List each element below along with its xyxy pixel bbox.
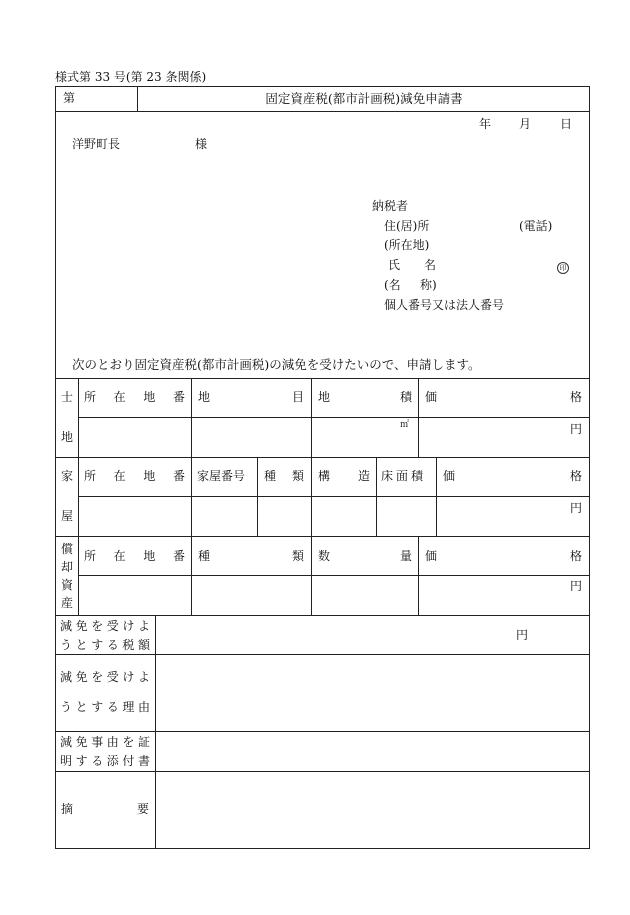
house-header-location: 所 在 地 番 [84, 469, 185, 483]
land-price-input[interactable] [419, 418, 589, 457]
date-year: 年 [479, 117, 492, 131]
house-header-price: 価 格 [443, 469, 582, 483]
house-structure-input[interactable] [312, 497, 376, 536]
taxpayer-title-label-1: (名 [384, 278, 401, 292]
land-header-price: 価 格 [425, 390, 582, 404]
form-title: 固定資産税(都市計画税)減免申請書 [265, 91, 463, 106]
house-number-input[interactable] [192, 497, 257, 536]
application-statement: 次のとおり固定資産税(都市計画税)の減免を受けたいので、申請します。 [72, 357, 481, 372]
taxpayer-name-label-2: 名 [424, 258, 437, 272]
reduction-amount-unit: 円 [516, 628, 529, 642]
depreciable-header-type: 種 類 [198, 549, 304, 563]
depreciable-quantity-input[interactable] [312, 576, 418, 615]
taxpayer-location-label: (所在地) [384, 238, 430, 252]
house-header-structure: 構 造 [318, 469, 370, 483]
depreciable-side-label-1: 償 [61, 542, 74, 556]
taxpayer-title-label-2: 称) [420, 278, 437, 292]
land-header-location: 所 在 地 番 [84, 390, 185, 404]
land-side-label-1: 士 [61, 390, 74, 404]
reduction-amount-input[interactable] [156, 616, 589, 654]
taxpayer-id-number-label: 個人番号又は法人番号 [384, 298, 505, 312]
land-side-label-2: 地 [61, 430, 74, 444]
taxpayer-address-label: 住(居)所 [384, 219, 430, 233]
depreciable-side-label-2: 却 [61, 560, 74, 574]
depreciable-side-label-3: 資 [61, 578, 74, 592]
date-month: 月 [519, 117, 532, 131]
land-category-input[interactable] [192, 418, 311, 457]
depreciable-header-price: 価 格 [425, 549, 582, 563]
seal-mark-icon: 印 [557, 260, 569, 274]
taxpayer-name-label-1: 氏 [388, 258, 401, 272]
house-header-floor-area: 床面積 [381, 469, 427, 483]
date-day: 日 [560, 117, 573, 131]
depreciable-header-location: 所 在 地 番 [84, 549, 185, 563]
document-number-label: 第 [63, 91, 76, 105]
house-price-unit: 円 [570, 501, 583, 515]
attachments-input[interactable] [156, 732, 589, 771]
house-location-input[interactable] [79, 497, 191, 536]
taxpayer-phone-label: (電話) [519, 219, 553, 233]
land-area-unit: ㎡ [400, 420, 410, 430]
reduction-amount-label-1: 減免を受けよ [60, 619, 154, 633]
house-side-label-1: 家 [61, 469, 74, 483]
land-header-category: 地 目 [198, 390, 304, 404]
depreciable-side-label-4: 産 [61, 596, 74, 610]
reduction-reason-input[interactable] [156, 655, 589, 731]
addressee-name: 洋野町長 [72, 137, 121, 151]
depreciable-price-input[interactable] [419, 576, 589, 615]
attachments-label-1: 減免事由を証 [60, 735, 154, 749]
form-number-label: 様式第 33 号(第 23 条関係) [55, 70, 207, 84]
reduction-amount-label-2: うとする税額 [60, 638, 154, 652]
depreciable-header-quantity: 数 量 [318, 549, 412, 563]
house-header-number: 家屋番号 [197, 469, 246, 483]
house-floor-area-input[interactable] [377, 497, 436, 536]
house-type-input[interactable] [258, 497, 311, 536]
addressee-honorific: 様 [195, 137, 208, 151]
house-side-label-2: 屋 [61, 509, 74, 523]
taxpayer-heading: 納税者 [372, 199, 409, 213]
remarks-label-1: 摘 [61, 802, 74, 816]
house-header-type: 種 類 [264, 469, 304, 483]
land-area-input[interactable] [312, 418, 418, 457]
house-price-input[interactable] [437, 497, 589, 536]
remarks-input[interactable] [156, 772, 589, 848]
title-cell [138, 87, 589, 111]
land-location-input[interactable] [79, 418, 191, 457]
depreciable-location-input[interactable] [79, 576, 191, 615]
attachments-label-2: 明する添付書 [60, 754, 154, 768]
reduction-reason-label-1: 減免を受けよ [60, 670, 154, 684]
depreciable-type-input[interactable] [192, 576, 311, 615]
land-price-unit: 円 [570, 422, 583, 436]
land-header-area: 地 積 [318, 390, 412, 404]
remarks-label-2: 要 [137, 802, 150, 816]
reduction-reason-label-2: うとする理由 [60, 700, 154, 714]
depreciable-price-unit: 円 [570, 579, 583, 593]
